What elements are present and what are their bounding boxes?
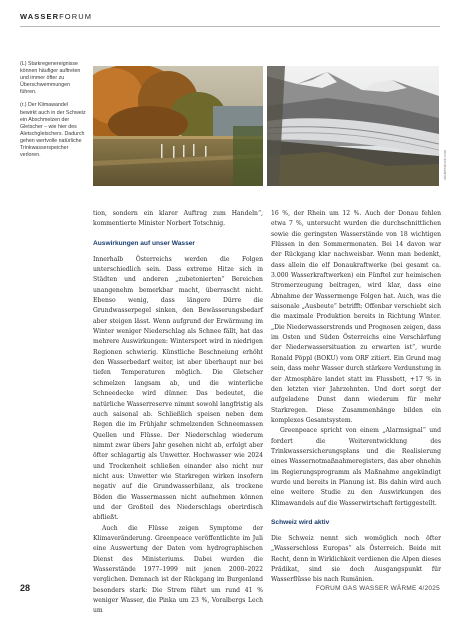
paragraph: Innerhalb Österreichs werden die Folgen unterschiedlich sein. Dass extreme Hitze sich in Städten und anderen „zubetonierten“ Bereichen unangenehm bemerkbar macht, überrascht nicht. Ebenso wenig, dass längere Dürre die Grundwasserpegel sinken, den Bewässerungsbedarf aber steigen lässt. Wenn aufgrund der Erwärmung im Winter weniger Niederschlag als Schnee fällt, hat das mehrere Auswirkungen: Wintersport wird in niedrigen Regionen schwierig. Künstliche Beschneiung erhöht den Wasserbedarf weiter, ist aber überhaupt nur bei tiefen Temperaturen möglich. Die Gletscher schmelzen langsam ab, und die winterliche Schneedecke wird dünner. Das bedeutet, die natürliche Wasserreserve nimmt sowohl langfristig als auch saisonal ab. Schließlich speisen neben dem Regen die im Frühjahr schmelzenden Schneemassen Quellen und Flüsse. Der Niederschlag wiederum nimmt zwar übers Jahr gesehen nicht ab, erfolgt aber öfter schlagartig als Unwetter. Hochwasser wie 2024 und Trockenheit schließen einander also nicht nur nicht aus: Unwetter wie Starkregen wirken insofern negativ auf die Grundwasserbilanz, als trockene Böden die Wassermassen nicht aufnehmen können und der Großteil des Niederschlags oberirdisch abfließt. — [93, 255, 263, 522]
photo-credit: shutterstock.com — [442, 149, 447, 180]
section-label-light: FORUM — [59, 12, 93, 21]
caption-left: (L) Starkregenereignisse können häufiger auftreten und immer öfter zu Überschwemmungen führen. — [20, 61, 81, 96]
article-column-right — [271, 209, 441, 586]
image-captions — [20, 61, 86, 165]
magazine-issue: FORUM GAS WASSER WÄRME 4/2025 — [315, 585, 440, 592]
page-number: 28 — [20, 583, 31, 593]
photo-aletsch-glacier — [267, 66, 439, 186]
paragraph: 16 %, der Rhein um 12 %. Auch der Donau fehlen etwa 7 %, untersucht wurden die durchschnittlichen sowie die geringsten Wasserstände von 18 wichtigen Flüssen in den Sommermonaten. Bei 14 davon war der Rückgang klar nachweisbar. Wenn man bedenkt, dass allein die elf Donaukraftwerke (bei gesamt ca. 3.000 Wasserkraftwerken) ein Fünftel zur heimischen Stromerzeugung beitragen, wird klar, dass eine Abnahme der Wassermenge Folgen hat. Auch, was die saisonale „Ausbeute“ betrifft: Offenbar verschiebt sich die maximale Produktion bereits in Richtung Winter. „Die Niederwasserstrends und Prognosen zeigen, dass im Osten und Süden Österreichs eine Verschärfung der Niederwassersituation zu erwarten ist“, wurde Ronald Pöppl (BOKU) vom ORF zitiert. Ein Grund mag sein, dass mehr Wasser durch stärkere Verdunstung in der Atmosphäre landet statt im Flussbett, +17 % in den letzten vier Jahrzehnten. Und dort sorgt der aufgeladene Dunst dann wiederum für mehr Starkregen. Diese Zusammenhänge bilden ein komplexes Gesamtsystem. — [271, 210, 441, 424]
paragraph: Die Schweiz nennt sich womöglich noch öfter „Wasserschloss Europas“ als Österreich. Beide mit Recht, denn in Wirklichkeit verdienen die Alpen dieses Prädikat, sind sie doch Ausgangspunkt für Wasserflüsse bis nach Rumänien. — [271, 534, 441, 584]
section-label — [20, 12, 92, 21]
subheading: Schweiz wird aktiv — [271, 518, 330, 526]
section-label-bold: WASSER — [20, 12, 60, 21]
article-column-left — [93, 209, 263, 617]
subheading: Auswirkungen auf unser Wasser — [93, 239, 195, 247]
header-divider — [20, 26, 440, 27]
photo-flooded-road — [93, 66, 263, 186]
paragraph: tion, sondern ein klarer Auftrag zum Handeln“, kommentierte Minister Norbert Totschnig. — [93, 210, 263, 228]
paragraph: Auch die Flüsse zeigen Symptome der Klimaveränderung. Greenpeace veröffentlichte im Juli eine Auswertung der Daten vom hydrographischen Dienst des Ministeriums. Dabei wurden die Wasserstände 1977–1999 mit jenen 2000–2022 verglichen. Demnach ist der Rückgang im Burgenland besonders stark: Die Strem führt um rund 41 % weniger Wasser, die Pinka um 23 %, Voralbergs Lech um — [93, 524, 263, 615]
paragraph: Greenpeace spricht von einem „Alarmsignal“ und fordert die Weiterentwicklung des Trinkwassersicherungsplans und die Realisierung eines Wassernotmaßnahmeregisters, das aber ohnehin im Regierungsprogramm als Maßnahme angekündigt wurde und bereits in Planung ist. Bis dahin wird auch eine weitere Studie zu den Auswirkungen des Klimawandels auf die Wasserwirtschaft fertiggestellt. — [271, 427, 441, 507]
caption-right: (r.) Der Klimawandel bewirkt auch in der Schweiz ein Abschmelzen der Gletscher – wie hier des Aletschgletschers. Dadurch gehen wertvolle natürliche Trinkwasserspeicher verloren. — [20, 102, 86, 159]
